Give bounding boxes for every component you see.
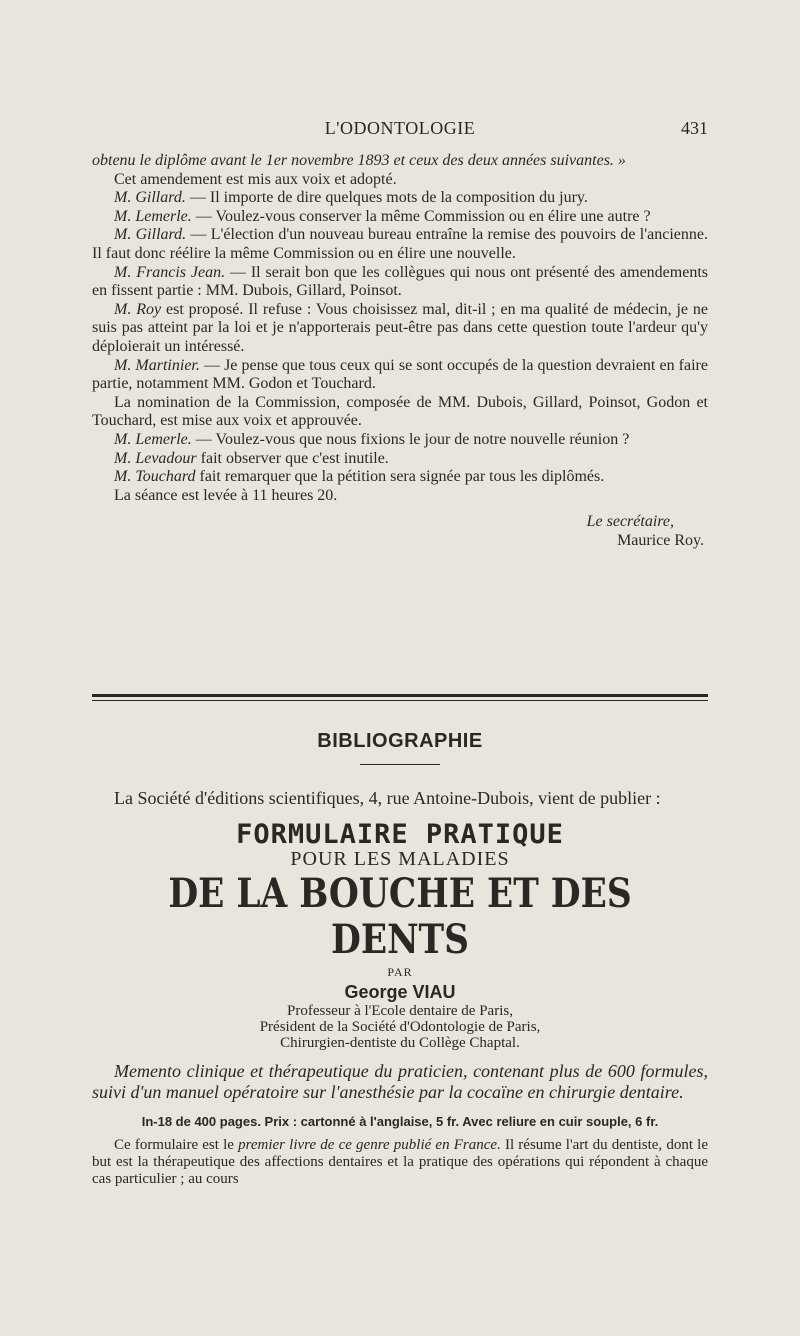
- speaker: M. Lemerle.: [114, 207, 192, 225]
- minutes-paragraph: M. Roy est proposé. Il refuse : Vous choisissez mal, dit-il ; en ma qualité de médecin, je ne suis pas atteint par la loi et je n'apporterais peut-être pas dans cette question toute l'ardeur qu'y déploierait un intéressé.: [92, 300, 709, 355]
- minutes-paragraph: M. Levadour fait observer que c'est inutile.: [114, 449, 389, 467]
- section-divider: [92, 694, 708, 701]
- speaker: M. Lemerle.: [114, 430, 192, 448]
- minutes-paragraph: M. Lemerle. — Voulez-vous conserver la même Commission ou en élire une autre ?: [114, 207, 651, 225]
- minutes-paragraph: M. Touchard fait remarquer que la pétition sera signée par tous les diplômés.: [114, 468, 605, 486]
- minutes-paragraph: M. Gillard. — L'élection d'un nouveau bureau entraîne la remise des pouvoirs de l'ancienne. Il faut donc réélire la même Commission ou en élire une nouvelle.: [92, 226, 708, 262]
- journal-title: L'ODONTOLOGIE: [324, 118, 476, 138]
- signature-name: Maurice Roy.: [617, 531, 704, 549]
- speaker: M. Touchard: [114, 468, 196, 486]
- review-paragraph: Ce formulaire est le premier livre de ce genre publié en France. Il résume l'art du dentiste, dont le but est la thérapeutique des affections dentaires et la pratique des opérations qui répondent à chaque cas particulier ; au cours: [92, 1137, 708, 1187]
- minutes-paragraph: M. Martinier. — Je pense que tous ceux qui se sont occupés de la question devraient en faire partie, notamment MM. Godon et Touchard.: [92, 356, 708, 393]
- running-header: [92, 118, 708, 142]
- bibliography-entry: [92, 788, 708, 1203]
- publisher-intro: La Société d'éditions scientifiques, 4, rue Antoine-Dubois, vient de publier :: [114, 788, 661, 808]
- title-underline: [360, 764, 440, 765]
- page-number: 431: [681, 118, 708, 138]
- by-label: PAR: [387, 965, 413, 979]
- book-title-line3: DE LA BOUCHE ET DES DENTS: [168, 870, 632, 963]
- minutes-paragraph: La nomination de la Commission, composée de MM. Dubois, Gillard, Poinsot, Godon et Touchard, est mise aux voix et approuvée.: [92, 393, 708, 430]
- signature-role: Le secrétaire,: [586, 513, 674, 531]
- speaker: M. Levadour: [114, 449, 197, 467]
- book-description: Memento clinique et thérapeutique du praticien, contenant plus de 600 formules, suivi d'un manuel opératoire sur l'anesthésie par la cocaïne en chirurgie dentaire.: [92, 1061, 708, 1102]
- book-title-line2: POUR LES MALADIES: [290, 848, 510, 870]
- minutes-paragraph: obtenu le diplôme avant le 1er novembre 1893 et ceux des deux années suivantes. »: [92, 152, 626, 169]
- speaker: M. Martinier.: [114, 356, 200, 374]
- speaker: M. Gillard.: [114, 226, 187, 244]
- section-title: BIBLIOGRAPHIE: [317, 730, 483, 752]
- speaker: M. Gillard.: [114, 189, 186, 207]
- author-credential: Président de la Société d'Odontologie de Paris,: [259, 1019, 541, 1035]
- book-format-price: In-18 de 400 pages. Prix : cartonné à l'anglaise, 5 fr. Avec reliure en cuir souple, 6 fr.: [141, 1114, 659, 1129]
- minutes-paragraph: La séance est levée à 11 heures 20.: [114, 486, 338, 504]
- minutes-text: [92, 152, 708, 550]
- minutes-paragraph: M. Francis Jean. — Il serait bon que les collègues qui nous ont présenté des amendements en fissent partie : MM. Dubois, Gillard, Poinsot.: [92, 263, 708, 300]
- book-author: George VIAU: [344, 982, 456, 1002]
- minutes-paragraph: Cet amendement est mis aux voix et adopté.: [114, 170, 397, 188]
- author-credential: Professeur à l'Ecole dentaire de Paris,: [287, 1003, 513, 1019]
- minutes-paragraph: M. Gillard. — Il importe de dire quelques mots de la composition du jury.: [114, 189, 588, 207]
- author-credential: Chirurgien-dentiste du Collège Chaptal.: [280, 1035, 520, 1051]
- book-title-line1: FORMULAIRE PRATIQUE: [236, 819, 564, 850]
- minutes-paragraph: M. Lemerle. — Voulez-vous que nous fixions le jour de notre nouvelle réunion ?: [114, 430, 630, 448]
- speaker: M. Roy: [114, 300, 162, 318]
- speaker: M. Francis Jean.: [114, 263, 226, 281]
